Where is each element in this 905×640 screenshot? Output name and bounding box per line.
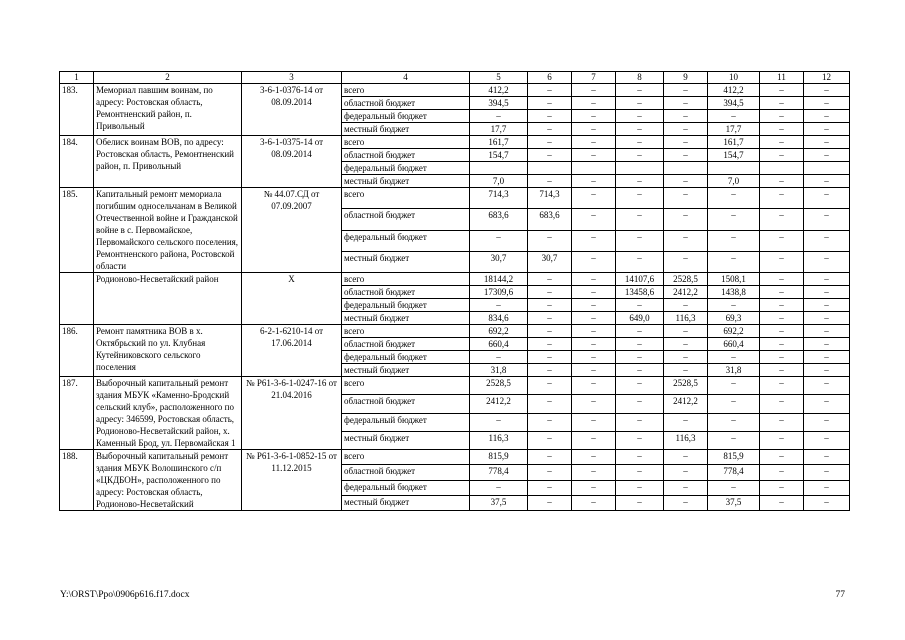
- amount-cell: –: [804, 209, 850, 230]
- amount-cell: –: [664, 149, 708, 162]
- amount-cell: –: [804, 495, 850, 510]
- amount-cell: –: [528, 377, 572, 395]
- amount-cell: –: [572, 465, 616, 480]
- amount-cell: –: [664, 97, 708, 110]
- amount-cell: –: [572, 495, 616, 510]
- funding-source: местный бюджет: [342, 431, 470, 449]
- funding-source: федеральный бюджет: [342, 351, 470, 364]
- amount-cell: –: [616, 84, 664, 97]
- amount-cell: –: [616, 299, 664, 312]
- amount-cell: –: [708, 377, 760, 395]
- amount-cell: 394,5: [708, 97, 760, 110]
- item-number: 184.: [60, 136, 94, 188]
- col-header: 3: [242, 72, 342, 84]
- amount-cell: 2412,2: [664, 395, 708, 413]
- amount-cell: –: [664, 110, 708, 123]
- amount-cell: 69,3: [708, 312, 760, 325]
- amount-cell: –: [760, 286, 804, 299]
- col-header: 7: [572, 72, 616, 84]
- amount-cell: 412,2: [470, 84, 528, 97]
- amount-cell: –: [804, 338, 850, 351]
- amount-cell: –: [760, 149, 804, 162]
- funding-source: федеральный бюджет: [342, 162, 470, 175]
- amount-cell: –: [528, 450, 572, 465]
- amount-cell: –: [664, 338, 708, 351]
- funding-source: областной бюджет: [342, 395, 470, 413]
- amount-cell: 394,5: [470, 97, 528, 110]
- amount-cell: 161,7: [708, 136, 760, 149]
- amount-cell: –: [708, 299, 760, 312]
- amount-cell: 18144,2: [470, 273, 528, 286]
- amount-cell: 692,2: [708, 325, 760, 338]
- amount-cell: –: [664, 495, 708, 510]
- object-description: Ремонт памятника ВОВ в х. Октябрьский по ул. Клубная Кутейниковского сельского поселения: [94, 325, 242, 377]
- amount-cell: –: [528, 338, 572, 351]
- amount-cell: –: [804, 325, 850, 338]
- amount-cell: –: [804, 136, 850, 149]
- amount-cell: –: [572, 395, 616, 413]
- amount-cell: 2412,2: [470, 395, 528, 413]
- amount-cell: –: [572, 230, 616, 251]
- amount-cell: –: [572, 312, 616, 325]
- amount-cell: –: [760, 450, 804, 465]
- amount-cell: –: [572, 299, 616, 312]
- amount-cell: –: [760, 495, 804, 510]
- amount-cell: 30,7: [528, 251, 572, 272]
- amount-cell: –: [664, 465, 708, 480]
- document-reference: № 44.07.СД от 07.09.2007: [242, 188, 342, 273]
- amount-cell: –: [528, 312, 572, 325]
- funding-source: всего: [342, 325, 470, 338]
- amount-cell: –: [760, 312, 804, 325]
- amount-cell: –: [572, 149, 616, 162]
- amount-cell: –: [708, 110, 760, 123]
- funding-source: местный бюджет: [342, 251, 470, 272]
- amount-cell: –: [804, 299, 850, 312]
- amount-cell: –: [804, 110, 850, 123]
- amount-cell: –: [664, 299, 708, 312]
- amount-cell: –: [664, 364, 708, 377]
- amount-cell: –: [528, 465, 572, 480]
- amount-cell: –: [528, 273, 572, 286]
- col-header: 1: [60, 72, 94, 84]
- amount-cell: –: [528, 364, 572, 377]
- amount-cell: –: [616, 431, 664, 449]
- amount-cell: –: [528, 84, 572, 97]
- col-header: 9: [664, 72, 708, 84]
- amount-cell: [760, 162, 804, 175]
- amount-cell: 17309,6: [470, 286, 528, 299]
- table-row: [60, 450, 850, 465]
- amount-cell: 31,8: [708, 364, 760, 377]
- amount-cell: [616, 162, 664, 175]
- amount-cell: –: [804, 286, 850, 299]
- amount-cell: –: [616, 364, 664, 377]
- amount-cell: –: [804, 84, 850, 97]
- amount-cell: –: [616, 110, 664, 123]
- funding-source: местный бюджет: [342, 364, 470, 377]
- amount-cell: 2528,5: [664, 377, 708, 395]
- amount-cell: –: [664, 413, 708, 431]
- amount-cell: –: [708, 230, 760, 251]
- amount-cell: –: [616, 450, 664, 465]
- amount-cell: –: [760, 377, 804, 395]
- item-number: [60, 273, 94, 325]
- funding-source: всего: [342, 188, 470, 209]
- amount-cell: –: [470, 480, 528, 495]
- table-row: [60, 377, 850, 395]
- amount-cell: –: [528, 149, 572, 162]
- amount-cell: –: [760, 364, 804, 377]
- amount-cell: –: [664, 480, 708, 495]
- amount-cell: 154,7: [470, 149, 528, 162]
- amount-cell: –: [616, 480, 664, 495]
- amount-cell: –: [760, 325, 804, 338]
- amount-cell: –: [528, 351, 572, 364]
- amount-cell: –: [760, 110, 804, 123]
- funding-source: федеральный бюджет: [342, 480, 470, 495]
- amount-cell: 17,7: [708, 123, 760, 136]
- amount-cell: 7,0: [708, 175, 760, 188]
- amount-cell: 154,7: [708, 149, 760, 162]
- funding-source: всего: [342, 450, 470, 465]
- amount-cell: –: [616, 136, 664, 149]
- col-header: 6: [528, 72, 572, 84]
- amount-cell: 714,3: [470, 188, 528, 209]
- amount-cell: –: [664, 251, 708, 272]
- amount-cell: –: [616, 465, 664, 480]
- amount-cell: –: [760, 175, 804, 188]
- amount-cell: 17,7: [470, 123, 528, 136]
- amount-cell: [664, 162, 708, 175]
- amount-cell: –: [616, 251, 664, 272]
- amount-cell: –: [760, 395, 804, 413]
- funding-source: всего: [342, 377, 470, 395]
- amount-cell: 37,5: [470, 495, 528, 510]
- amount-cell: –: [572, 84, 616, 97]
- amount-cell: –: [804, 450, 850, 465]
- amount-cell: 31,8: [470, 364, 528, 377]
- amount-cell: –: [760, 299, 804, 312]
- amount-cell: –: [760, 413, 804, 431]
- amount-cell: –: [760, 251, 804, 272]
- amount-cell: –: [528, 431, 572, 449]
- footer-file-path: Y:\ORST\Ppo\0906p616.f17.docx: [60, 590, 190, 600]
- amount-cell: –: [616, 97, 664, 110]
- amount-cell: 13458,6: [616, 286, 664, 299]
- col-header: 4: [342, 72, 470, 84]
- amount-cell: –: [470, 299, 528, 312]
- amount-cell: –: [760, 230, 804, 251]
- amount-cell: –: [760, 123, 804, 136]
- amount-cell: –: [664, 209, 708, 230]
- amount-cell: –: [572, 273, 616, 286]
- funding-source: областной бюджет: [342, 286, 470, 299]
- amount-cell: –: [804, 251, 850, 272]
- amount-cell: –: [804, 431, 850, 449]
- amount-cell: 2528,5: [664, 273, 708, 286]
- funding-source: всего: [342, 84, 470, 97]
- document-reference: Х: [242, 273, 342, 325]
- amount-cell: –: [528, 286, 572, 299]
- amount-cell: –: [760, 97, 804, 110]
- col-header: 11: [760, 72, 804, 84]
- amount-cell: –: [528, 136, 572, 149]
- amount-cell: [708, 162, 760, 175]
- amount-cell: –: [760, 188, 804, 209]
- funding-source: местный бюджет: [342, 175, 470, 188]
- funding-source: областной бюджет: [342, 338, 470, 351]
- amount-cell: –: [528, 299, 572, 312]
- amount-cell: –: [572, 364, 616, 377]
- amount-cell: –: [616, 413, 664, 431]
- amount-cell: –: [804, 188, 850, 209]
- amount-cell: 660,4: [470, 338, 528, 351]
- funding-source: областной бюджет: [342, 209, 470, 230]
- amount-cell: –: [572, 480, 616, 495]
- amount-cell: –: [664, 325, 708, 338]
- amount-cell: –: [528, 325, 572, 338]
- amount-cell: –: [664, 123, 708, 136]
- amount-cell: 116,3: [664, 312, 708, 325]
- item-number: 186.: [60, 325, 94, 377]
- document-reference: 3-6-1-0375-14 от 08.09.2014: [242, 136, 342, 188]
- amount-cell: –: [708, 351, 760, 364]
- amount-cell: 1438,8: [708, 286, 760, 299]
- amount-cell: –: [572, 413, 616, 431]
- amount-cell: –: [616, 188, 664, 209]
- amount-cell: 714,3: [528, 188, 572, 209]
- amount-cell: 161,7: [470, 136, 528, 149]
- object-description: Выборочный капитальный ремонт здания МБУК «Каменно-Бродский сельский клуб», расположенного по адресу: 346599, Ростовская область, Родионово-Несветайский район, х. Каменный Брод, ул. Первомайская 1: [94, 377, 242, 450]
- amount-cell: –: [616, 209, 664, 230]
- amount-cell: –: [664, 351, 708, 364]
- table-row: [60, 325, 850, 338]
- table-row: [60, 273, 850, 286]
- amount-cell: –: [572, 123, 616, 136]
- amount-cell: –: [572, 188, 616, 209]
- amount-cell: –: [708, 480, 760, 495]
- amount-cell: –: [760, 351, 804, 364]
- amount-cell: 834,6: [470, 312, 528, 325]
- amount-cell: 815,9: [470, 450, 528, 465]
- amount-cell: 2412,2: [664, 286, 708, 299]
- amount-cell: –: [616, 123, 664, 136]
- amount-cell: –: [572, 338, 616, 351]
- amount-cell: –: [572, 325, 616, 338]
- amount-cell: –: [664, 136, 708, 149]
- amount-cell: –: [616, 325, 664, 338]
- amount-cell: –: [708, 395, 760, 413]
- amount-cell: –: [708, 431, 760, 449]
- amount-cell: [572, 162, 616, 175]
- amount-cell: –: [760, 209, 804, 230]
- amount-cell: 683,6: [470, 209, 528, 230]
- col-header: 2: [94, 72, 242, 84]
- amount-cell: 649,0: [616, 312, 664, 325]
- amount-cell: –: [528, 123, 572, 136]
- funding-source: всего: [342, 136, 470, 149]
- item-number: 185.: [60, 188, 94, 273]
- amount-cell: –: [760, 480, 804, 495]
- funding-source: федеральный бюджет: [342, 230, 470, 251]
- amount-cell: –: [616, 175, 664, 188]
- object-description: Обелиск воинам ВОВ, по адресу: Ростовская область, Ремонтненский район, п. Привольный: [94, 136, 242, 188]
- amount-cell: 778,4: [708, 465, 760, 480]
- amount-cell: –: [804, 465, 850, 480]
- funding-source: местный бюджет: [342, 495, 470, 510]
- document-reference: 3-6-1-0376-14 от 08.09.2014: [242, 84, 342, 136]
- amount-cell: –: [572, 431, 616, 449]
- amount-cell: –: [528, 97, 572, 110]
- amount-cell: –: [708, 188, 760, 209]
- page-number: 77: [835, 590, 845, 600]
- amount-cell: –: [804, 480, 850, 495]
- amount-cell: –: [804, 123, 850, 136]
- amount-cell: –: [708, 413, 760, 431]
- item-number: 183.: [60, 84, 94, 136]
- col-header: 10: [708, 72, 760, 84]
- amount-cell: 2528,5: [470, 377, 528, 395]
- amount-cell: –: [804, 97, 850, 110]
- amount-cell: –: [760, 465, 804, 480]
- amount-cell: –: [616, 351, 664, 364]
- amount-cell: –: [804, 364, 850, 377]
- amount-cell: –: [760, 84, 804, 97]
- table-row: [60, 84, 850, 97]
- amount-cell: –: [804, 149, 850, 162]
- item-number: 188.: [60, 450, 94, 511]
- funding-source: областной бюджет: [342, 97, 470, 110]
- amount-cell: –: [572, 209, 616, 230]
- funding-source: областной бюджет: [342, 149, 470, 162]
- amount-cell: –: [664, 450, 708, 465]
- amount-cell: –: [572, 251, 616, 272]
- amount-cell: [528, 162, 572, 175]
- amount-cell: –: [528, 110, 572, 123]
- amount-cell: –: [572, 351, 616, 364]
- amount-cell: 30,7: [470, 251, 528, 272]
- funding-source: федеральный бюджет: [342, 413, 470, 431]
- amount-cell: –: [616, 377, 664, 395]
- amount-cell: 778,4: [470, 465, 528, 480]
- funding-source: федеральный бюджет: [342, 110, 470, 123]
- amount-cell: 116,3: [470, 431, 528, 449]
- amount-cell: 660,4: [708, 338, 760, 351]
- object-description: Капитальный ремонт мемориала погибшим односельчанам в Великой Отечественной войне и Гражданской войне в с. Первомайское, Первомайского сельского поселения, Ремонтненского района, Ростовской области: [94, 188, 242, 273]
- table-row: [60, 136, 850, 149]
- amount-cell: –: [528, 230, 572, 251]
- document-reference: № Р61-3-6-1-0247-16 от 21.04.2016: [242, 377, 342, 450]
- object-description: Выборочный капитальный ремонт здания МБУК Волошинского с/п «ЦКДБОН», расположенного по адресу: Ростовская область, Родионово-Несветайский: [94, 450, 242, 511]
- amount-cell: –: [804, 175, 850, 188]
- funding-source: всего: [342, 273, 470, 286]
- amount-cell: –: [760, 136, 804, 149]
- amount-cell: –: [572, 97, 616, 110]
- amount-cell: –: [470, 110, 528, 123]
- amount-cell: –: [616, 395, 664, 413]
- col-header: 5: [470, 72, 528, 84]
- amount-cell: –: [616, 338, 664, 351]
- col-header: 8: [616, 72, 664, 84]
- amount-cell: –: [528, 175, 572, 188]
- col-header: 12: [804, 72, 850, 84]
- budget-table: [59, 71, 850, 511]
- amount-cell: –: [804, 395, 850, 413]
- amount-cell: [804, 162, 850, 175]
- amount-cell: –: [804, 312, 850, 325]
- amount-cell: –: [528, 495, 572, 510]
- amount-cell: 1508,1: [708, 273, 760, 286]
- amount-cell: –: [616, 230, 664, 251]
- amount-cell: –: [528, 413, 572, 431]
- funding-source: областной бюджет: [342, 465, 470, 480]
- amount-cell: –: [616, 495, 664, 510]
- funding-source: местный бюджет: [342, 123, 470, 136]
- amount-cell: –: [804, 273, 850, 286]
- document-reference: 6-2-1-6210-14 от 17.06.2014: [242, 325, 342, 377]
- table-row: [60, 188, 850, 209]
- amount-cell: –: [572, 136, 616, 149]
- amount-cell: –: [664, 230, 708, 251]
- amount-cell: –: [572, 286, 616, 299]
- document-reference: № Р61-3-6-1-0852-15 от 11.12.2015: [242, 450, 342, 511]
- object-description: Мемориал павшим воинам, по адресу: Ростовская область, Ремонтненский район, п. Привольный: [94, 84, 242, 136]
- amount-cell: –: [572, 175, 616, 188]
- amount-cell: –: [664, 84, 708, 97]
- amount-cell: –: [528, 395, 572, 413]
- amount-cell: –: [572, 377, 616, 395]
- amount-cell: –: [572, 450, 616, 465]
- amount-cell: –: [760, 273, 804, 286]
- funding-source: федеральный бюджет: [342, 299, 470, 312]
- amount-cell: 692,2: [470, 325, 528, 338]
- amount-cell: –: [708, 251, 760, 272]
- amount-cell: –: [528, 480, 572, 495]
- amount-cell: –: [664, 188, 708, 209]
- header-row: [60, 72, 850, 84]
- amount-cell: –: [572, 110, 616, 123]
- amount-cell: 7,0: [470, 175, 528, 188]
- object-description: Родионово-Несветайский район: [94, 273, 242, 325]
- amount-cell: –: [760, 431, 804, 449]
- amount-cell: –: [708, 209, 760, 230]
- amount-cell: –: [664, 175, 708, 188]
- amount-cell: –: [470, 351, 528, 364]
- amount-cell: 37,5: [708, 495, 760, 510]
- amount-cell: –: [470, 413, 528, 431]
- amount-cell: –: [804, 413, 850, 431]
- amount-cell: –: [804, 351, 850, 364]
- amount-cell: 815,9: [708, 450, 760, 465]
- amount-cell: –: [804, 377, 850, 395]
- amount-cell: [470, 162, 528, 175]
- amount-cell: –: [760, 338, 804, 351]
- amount-cell: –: [804, 230, 850, 251]
- amount-cell: 116,3: [664, 431, 708, 449]
- item-number: 187.: [60, 377, 94, 450]
- amount-cell: 412,2: [708, 84, 760, 97]
- amount-cell: –: [616, 149, 664, 162]
- amount-cell: 683,6: [528, 209, 572, 230]
- amount-cell: –: [470, 230, 528, 251]
- amount-cell: 14107,6: [616, 273, 664, 286]
- funding-source: местный бюджет: [342, 312, 470, 325]
